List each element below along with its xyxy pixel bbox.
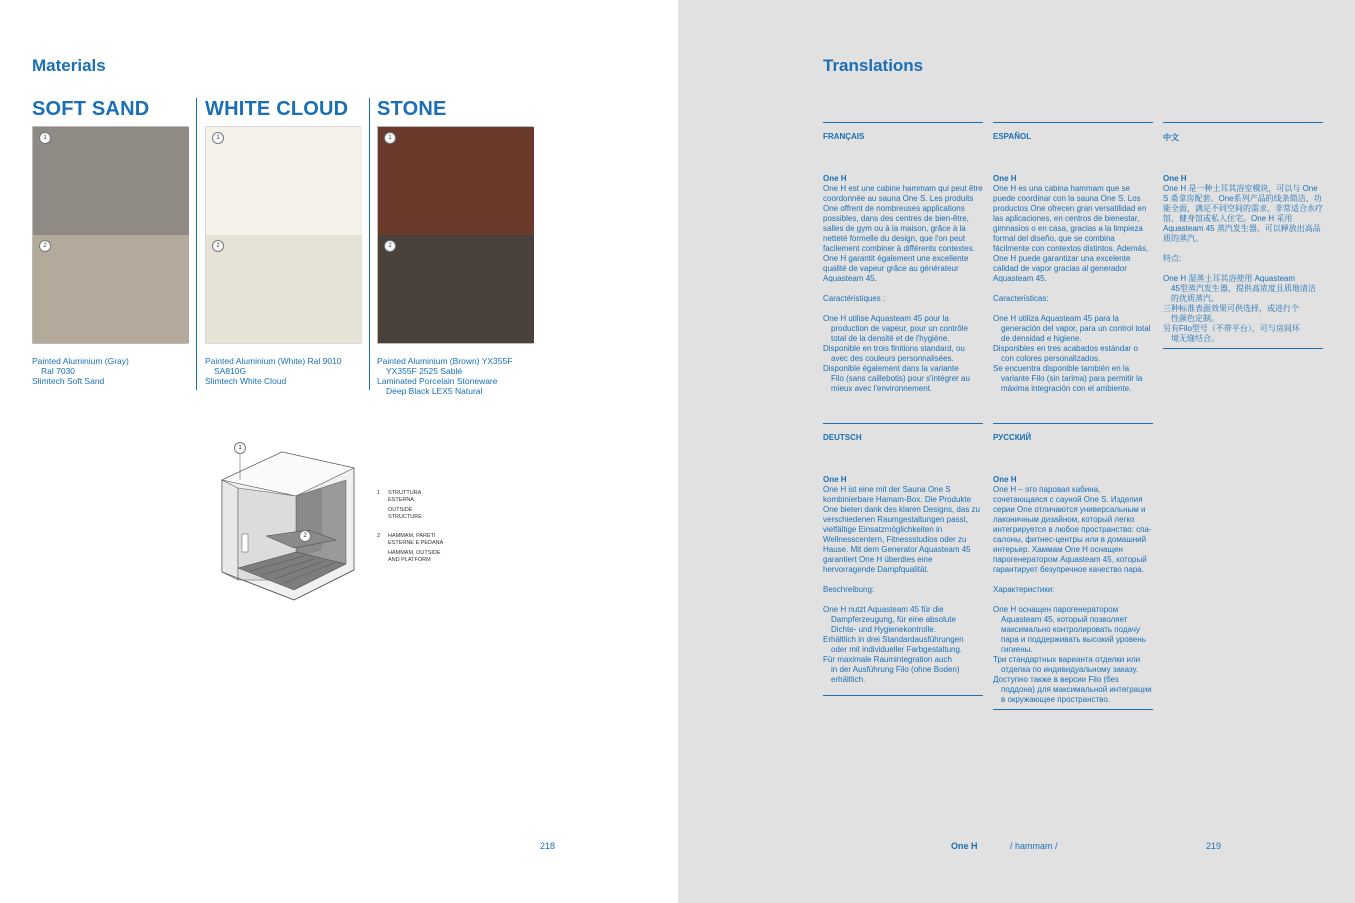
desc-line: Painted Aluminium (Brown) YX355F [377, 356, 513, 366]
feature-line: generación del vapor, para un control total de densidad e higiene. [1001, 324, 1151, 343]
feature-line: One H оснащен парогенератором [993, 605, 1119, 614]
feature-line: Filo (sans caillebotis) pour s'intégrer au mieux avec l'environnement. [831, 374, 970, 393]
legend-number: 2 [377, 533, 381, 539]
footer-product: One H [951, 841, 978, 851]
page-title-materials: Materials [32, 56, 106, 75]
feature-line: con colores personalizados. [1001, 354, 1101, 363]
material-description [377, 356, 549, 396]
feature-line: Für maximale Raumintegration auch [823, 655, 952, 664]
features-label: Beschreibung: [823, 585, 875, 594]
feature-line: 三种标准表面效果可供选择，或进行个 [1163, 304, 1299, 313]
product-title: One H [1163, 174, 1187, 183]
language-label: FRANÇAIS [823, 132, 865, 141]
desc-line: Painted Aluminium (Gray) [32, 356, 129, 366]
intro-text: One H ist eine mit der Sauna One S kombinierbare Hamam-Box. Die Produkte One bieten dank des klaren Designs, das zu verschiedenen Raumgestaltungen passt, vielfältige Einsatzmöglichkeiten in Wellnesscentern, Fitnessstudios oder zu Hause. Mit dem Generator Aquasteam 45 garantiert One H überdies eine hervorragende Dampfqualität. [823, 485, 980, 574]
swatch-top [378, 127, 534, 235]
desc-line: Laminated Porcelain Stoneware [377, 376, 498, 386]
product-title: One H [993, 475, 1017, 484]
diagram-legend [377, 490, 487, 576]
legend-text: ESTERNE E PEDANA [388, 540, 444, 546]
material-name: SOFT SAND [32, 98, 150, 120]
swatch-top [33, 127, 189, 235]
swatch-badge: 2 [212, 240, 224, 252]
swatch-bottom [33, 235, 189, 343]
rule [1163, 348, 1323, 349]
features-label: Характеристики: [993, 585, 1055, 594]
legend-text: AND PLATFORM [388, 557, 431, 563]
legend-number: 1 [377, 490, 381, 496]
feature-line: 另有Filo型号（不带平台），可与房间环 [1163, 324, 1300, 333]
material-name: STONE [377, 98, 447, 120]
material-description [32, 356, 204, 386]
product-title: One H [823, 475, 847, 484]
feature-line: avec des couleurs personnalisées. [831, 354, 954, 363]
rule [993, 709, 1153, 710]
material-swatch [32, 126, 188, 344]
material-white-cloud [205, 98, 377, 386]
swatch-badge: 1 [384, 132, 396, 144]
rule [993, 423, 1153, 424]
feature-line: production de vapeur, pour un contrôle total de la densité et de l'hygiène. [831, 324, 968, 343]
product-title: One H [823, 174, 847, 183]
desc-line: Deep Black LEX5 Natural [386, 386, 483, 396]
legend-item [377, 533, 487, 564]
intro-text: One H 是一种土耳其浴室模块，可以与 One S 桑拿房配套。One系列产品的线条简洁、功能全面，满足不同空间的需求，非常适合水疗馆、健身馆或私人住宅。One H 采用 Aquasteam 45 蒸汽发生器，可以释放出高品质的蒸汽。 [1163, 184, 1323, 243]
rule [823, 695, 983, 696]
legend-text: HAMMAM, PARETI [388, 533, 436, 539]
material-swatch [205, 126, 361, 344]
swatch-badge: 1 [212, 132, 224, 144]
rule [823, 122, 983, 123]
swatch-badge: 1 [39, 132, 51, 144]
features-label: Características: [993, 294, 1049, 303]
rule [823, 423, 983, 424]
feature-line: отделка по индивидуальному заказу. [1001, 665, 1138, 674]
rule [1163, 122, 1323, 123]
feature-line: Disponible également dans la variante [823, 364, 959, 373]
features-label: Caractéristiques : [823, 294, 886, 303]
feature-line: oder mit individueller Farbgestaltung. [831, 645, 963, 654]
diagram-badge: 2 [299, 530, 311, 542]
feature-line: in der Ausführung Filo (ohne Boden) erhältlich. [831, 665, 960, 684]
material-stone [377, 98, 549, 396]
feature-line: One H utilise Aquasteam 45 pour la [823, 314, 949, 323]
rule [993, 122, 1153, 123]
feature-line: variante Filo (sin tarima) para permitir la máxima integración con el ambiente. [1001, 374, 1143, 393]
feature-line: Erhältlich in drei Standardausführungen [823, 635, 964, 644]
language-label: 中文 [1163, 133, 1179, 142]
feature-line: Доступно также в версии Filo (без [993, 675, 1119, 684]
feature-line: Aquasteam 45, который позволяет максимально контролировать подачу пара и поддерживать высокий уровень гигиены. [1001, 615, 1146, 654]
features-label: 特点: [1163, 254, 1182, 263]
intro-text: One H es una cabina hammam que se puede coordinar con la sauna One S. Los productos One ofrecen gran versatilidad en las aplicaciones, en centros de bienestar, gimnasios o en casa, gracias a la limpieza formal del diseño, que se combina fácilmente con contextos distintos. Además, One H puede garantizar una excelente calidad de vapor gracias al generador Aquasteam 45. [993, 184, 1149, 283]
feature-line: Disponibles en tres acabados estándar o [993, 344, 1138, 353]
feature-line: 性颜色定制。 [1171, 314, 1219, 323]
legend-text: STRUTTURA [388, 490, 422, 496]
feature-line: Три стандартных варианта отделки или [993, 655, 1141, 664]
feature-line: One H nutzt Aquasteam 45 für die [823, 605, 944, 614]
swatch-badge: 2 [39, 240, 51, 252]
diagram-badge: 1 [234, 442, 246, 454]
language-label: ESPAÑOL [993, 132, 1032, 141]
intro-text: One H – это паровая кабина, сочетающаяся с сауной One S. Изделия серии One отличаются универсальным и лаконичным дизайном, который легко интегрируется в любое пространство: спа-салоны, фитнес-центры или в домашний интерьер. Хаммам One H оснащен парогенератором Aquasteam 45, который гарантирует безупречное качество пара. [993, 485, 1152, 574]
feature-line: Disponible en trois finitions standard, ou [823, 344, 965, 353]
page-number: 218 [540, 841, 556, 851]
translation-chinese [1163, 122, 1323, 349]
language-label: DEUTSCH [823, 433, 862, 442]
feature-line: One H 湿蒸土耳其浴使用 Aquasteam [1163, 274, 1296, 283]
right-page [678, 0, 1355, 903]
desc-line: Ral 7030 [41, 366, 76, 376]
translation-russian [993, 423, 1153, 710]
translation-german [823, 423, 983, 696]
desc-line: Slimtech White Cloud [205, 376, 287, 386]
legend-text: STRUCTURE [388, 514, 422, 520]
language-label: РУССКИЙ [993, 433, 1032, 442]
material-soft-sand [32, 98, 204, 386]
feature-line: 45型蒸汽发生器，提供高浓度且质地清洁的优质蒸汽。 [1171, 284, 1316, 303]
page-number: 219 [1206, 841, 1222, 851]
translation-spanish [993, 122, 1153, 394]
swatch-bottom [378, 235, 534, 343]
intro-text: One H est une cabine hammam qui peut être coordonnée au sauna One S. Les produits One offrent de nombreuses applications possibles, dans des centres de bien-être, salles de gym ou à la maison, grâce à la netteté formelle du design, que l'on peut facilement combiner à différents contextes. One H garantit également une excellente qualité de vapeur grâce au générateur Aquasteam 45. [823, 184, 983, 283]
footer-category: / hammam / [1010, 841, 1058, 851]
legend-text: ESTERNA [388, 497, 414, 503]
legend-text: HAMMAM, OUTSIDE [388, 550, 441, 556]
page-title-translations: Translations [823, 56, 924, 75]
legend-item [377, 490, 487, 521]
column-divider [196, 98, 197, 390]
desc-line: Painted Aluminium (White) Ral 9010 [205, 356, 342, 366]
swatch-bottom [206, 235, 362, 343]
feature-line: Dampferzeugung, für eine absolute Dichte- und Hygienekontrolle. [831, 615, 956, 634]
desc-line: YX355F 2525 Sablé [386, 366, 463, 376]
legend-text: OUTSIDE [388, 507, 413, 513]
hammam-illustration [212, 440, 362, 620]
feature-line: поддона) для максимальной интеграции в окружающее пространство. [1001, 685, 1152, 704]
translation-french [823, 122, 983, 394]
swatch-top [206, 127, 362, 235]
desc-line: SA810G [214, 366, 247, 376]
desc-line: Slimtech Soft Sand [32, 376, 105, 386]
material-name: WHITE CLOUD [205, 98, 349, 120]
hammam-diagram [212, 440, 362, 620]
material-description [205, 356, 377, 386]
product-title: One H [993, 174, 1017, 183]
material-swatch [377, 126, 533, 344]
feature-line: Se encuentra disponible también en la [993, 364, 1130, 373]
column-divider [369, 98, 370, 390]
swatch-badge: 2 [384, 240, 396, 252]
feature-line: One H utiliza Aquasteam 45 para la [993, 314, 1119, 323]
feature-line: 境无缝结合。 [1171, 334, 1219, 343]
